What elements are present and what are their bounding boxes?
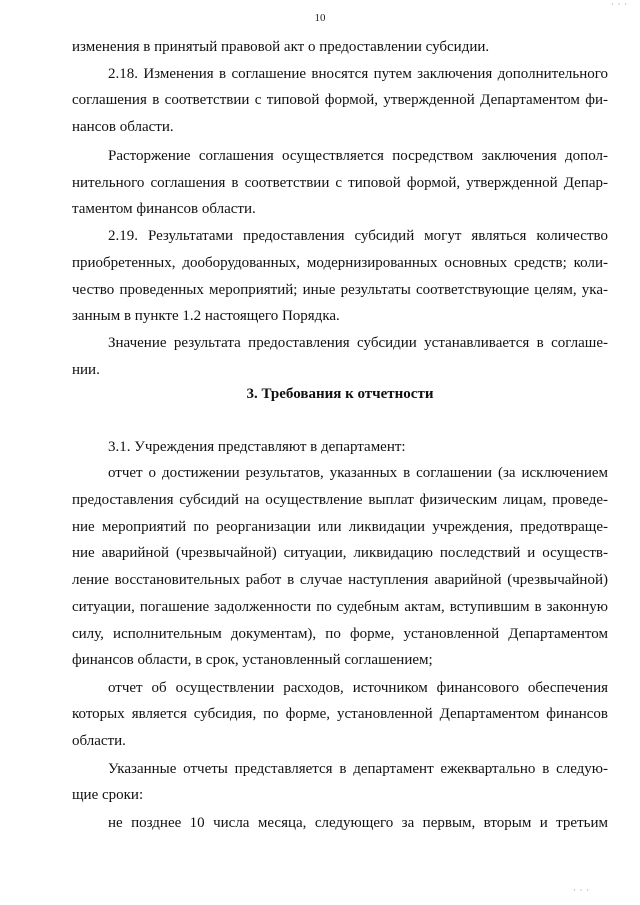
text-line: нансов области.: [72, 119, 174, 135]
text-line: отчет об осуществлении расходов, источником финансового обеспечения: [108, 680, 608, 696]
text-line: приобретенных, дооборудованных, модернизированных основных средств; коли-: [72, 255, 608, 271]
section-heading: 3. Требования к отчетности: [246, 386, 434, 402]
text-line: занным в пункте 1.2 настоящего Порядка.: [72, 308, 340, 324]
text-line: ление восстановительных работ в случае наступления аварийной (чрезвычайной): [72, 572, 608, 588]
text-line: области.: [72, 733, 126, 749]
text-line: отчет о достижении результатов, указанных в соглашении (за исключением: [108, 465, 608, 481]
text-line: 3.1. Учреждения представляют в департамент:: [108, 439, 406, 455]
text-line: ние мероприятий по реорганизации или ликвидации учреждения, предотвраще-: [72, 519, 608, 535]
text-line: предоставления субсидий на осуществление выплат физическим лицам, проведе-: [72, 492, 608, 508]
text-line: не позднее 10 числа месяца, следующего за первым, вторым и третьим: [108, 815, 608, 831]
text-line: которых является субсидия, по форме, установленной Департаментом финансов: [72, 706, 608, 722]
scan-corner-mark-top: · · ·: [611, 0, 628, 9]
text-line: изменения в принятый правовой акт о предоставлении субсидии.: [72, 39, 490, 55]
text-line: финансов области, в срок, установленный соглашением;: [72, 652, 433, 668]
text-line: силу, исполнительным документам), по форме, установленной Департаментом: [72, 626, 608, 642]
text-line: 2.18. Изменения в соглашение вносятся путем заключения дополнительного: [108, 66, 608, 82]
text-line: нии.: [72, 362, 100, 378]
page-number: 10: [314, 12, 326, 24]
text-line: соглашения в соответствии с типовой формой, утвержденной Департаментом фи-: [72, 92, 608, 108]
text-line: ситуации, погашение задолженности по судебным актам, вступившим в законную: [72, 599, 608, 615]
text-line: щие сроки:: [72, 787, 144, 803]
scan-corner-mark-bottom: · · ·: [573, 886, 590, 895]
text-line: Расторжение соглашения осуществляется посредством заключения допол-: [108, 148, 608, 164]
text-line: чество проведенных мероприятий; иные результаты соответствующие целям, ука-: [72, 282, 608, 298]
text-line: 2.19. Результатами предоставления субсидий могут являться количество: [108, 228, 608, 244]
text-line: Указанные отчеты представляется в департамент ежеквартально в следую-: [108, 761, 608, 777]
text-line: Значение результата предоставления субсидии устанавливается в соглаше-: [108, 335, 608, 351]
text-line: ние аварийной (чрезвычайной) ситуации, ликвидацию последствий и осуществ-: [72, 545, 608, 561]
text-line: таментом финансов области.: [72, 201, 256, 217]
text-line: нительного соглашения в соответствии с типовой формой, утвержденной Депар-: [72, 175, 608, 191]
